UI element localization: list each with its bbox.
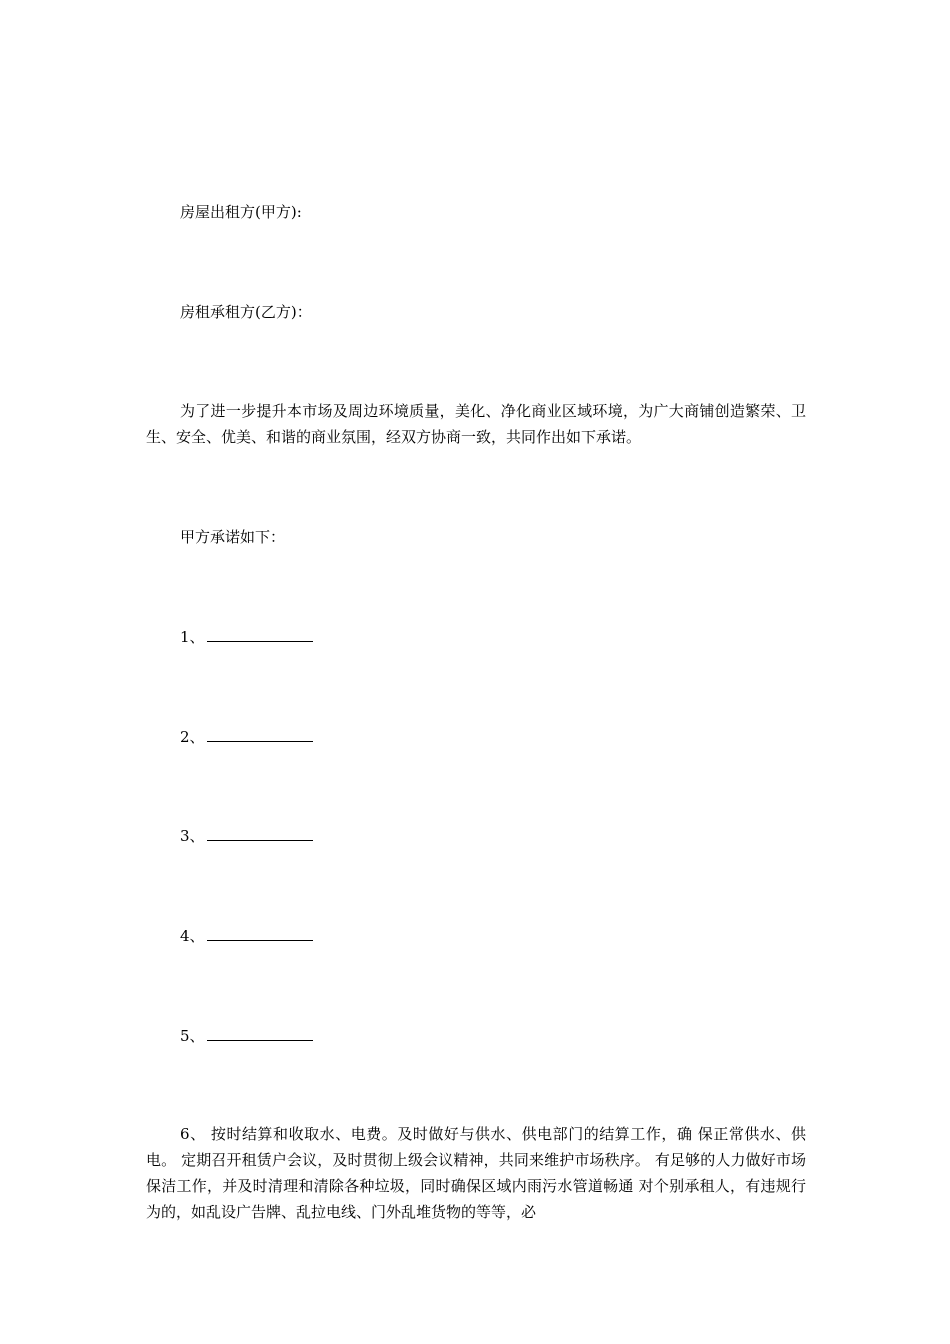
item-number: 4、 — [180, 927, 205, 945]
list-item — [180, 825, 313, 847]
party-a-heading: 甲方承诺如下： — [180, 528, 286, 546]
item-number: 3、 — [180, 827, 205, 845]
fill-in-blank[interactable] — [207, 727, 313, 742]
item-number: 5、 — [180, 1027, 205, 1045]
item-number: 2、 — [180, 728, 205, 746]
item-6-paragraph: 6、 按时结算和收取水、电费。及时做好与供水、供电部门的结算工作，确 保正常供水、供电。 定期召开租赁户会议，及时贯彻上级会议精神，共同来维护市场秩序。 有足够的人力做好市场保洁工作，并及时清理和清除各种垃圾，同时确保区域内雨污水管道畅通 对个别承租人，有违规行为的，如乱设广告牌、乱拉电线、门外乱堆货物的等等，必 — [146, 1125, 806, 1221]
fill-in-blank[interactable] — [207, 627, 313, 642]
fill-in-blank[interactable] — [207, 826, 313, 841]
list-item — [180, 626, 313, 648]
fill-in-blank[interactable] — [207, 926, 313, 941]
list-item — [180, 925, 313, 947]
lessee-label: 房租承租方(乙方)： — [180, 303, 312, 321]
intro-paragraph: 为了进一步提升本市场及周边环境质量，美化、净化商业区域环境，为广大商铺创造繁荣、卫生、安全、优美、和谐的商业氛围，经双方协商一致，共同作出如下承诺。 — [146, 402, 806, 446]
item-number: 1、 — [180, 628, 205, 646]
lessor-label: 房屋出租方(甲方): — [180, 203, 302, 221]
list-item — [180, 1025, 313, 1047]
fill-in-blank[interactable] — [207, 1026, 313, 1041]
list-item — [180, 726, 313, 748]
